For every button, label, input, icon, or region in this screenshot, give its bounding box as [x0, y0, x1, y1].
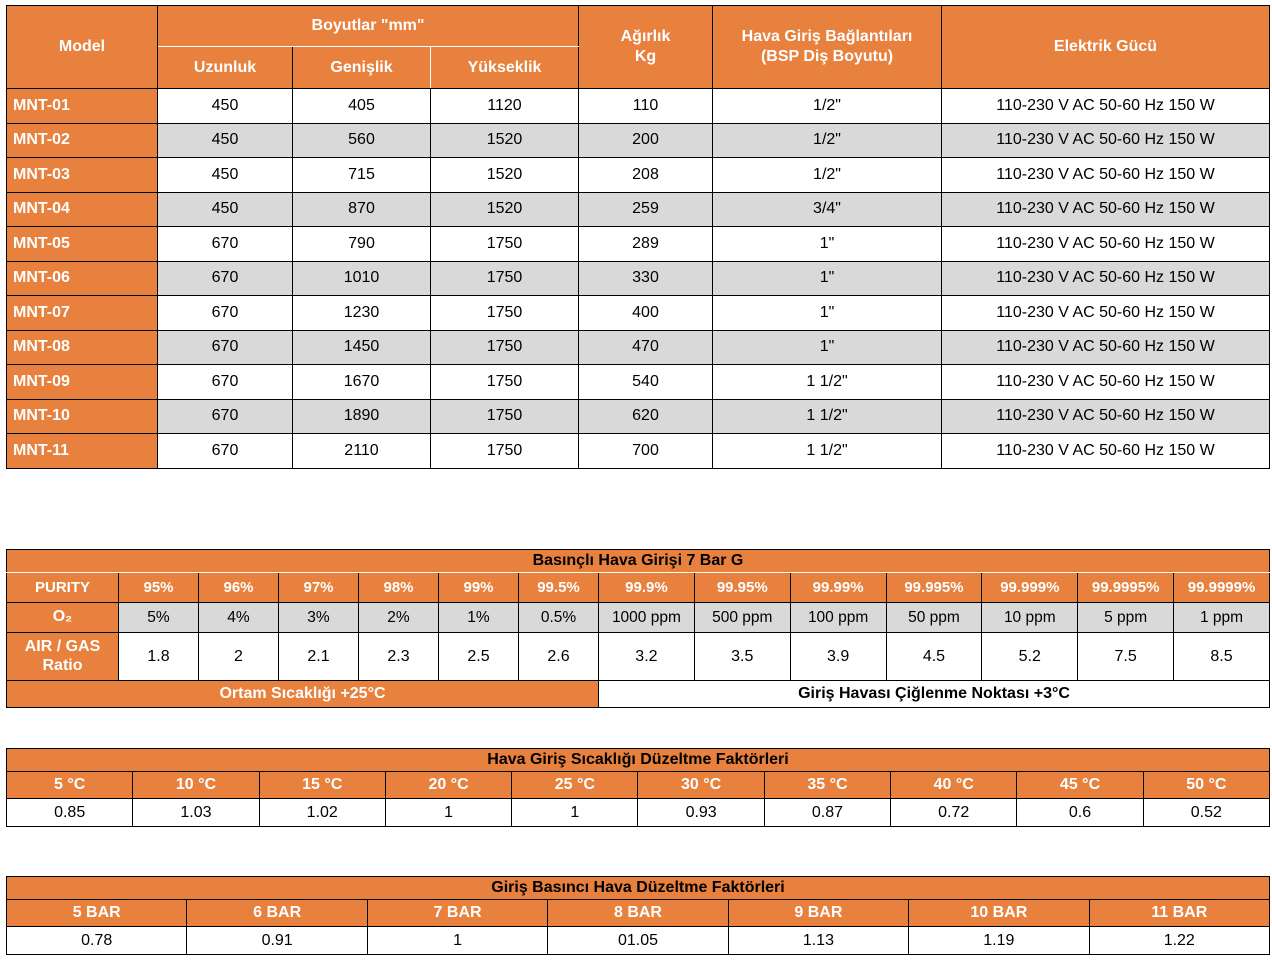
spec-cell-model: MNT-03	[7, 158, 158, 193]
ratio-value-cell: 2.3	[359, 633, 439, 681]
temperature-header-cell: 50 °C	[1143, 772, 1269, 799]
spec-cell-length: 670	[158, 227, 293, 262]
o2-value-cell: 100 ppm	[790, 603, 886, 633]
spec-row	[7, 192, 1270, 227]
spec-cell-length: 670	[158, 399, 293, 434]
spec-cell-length: 450	[158, 158, 293, 193]
spec-cell-weight: 259	[579, 192, 713, 227]
temperature-factor-cell: 0.87	[764, 799, 890, 827]
ratio-value-cell: 2	[199, 633, 279, 681]
spec-cell-width: 1670	[293, 365, 431, 400]
ratio-value-cell: 2.6	[519, 633, 599, 681]
temperature-factor-cell: 1	[385, 799, 511, 827]
pressure-values-row	[7, 927, 1270, 955]
spec-cell-bsp: 1/2"	[713, 158, 942, 193]
temperature-header-cell: 40 °C	[891, 772, 1017, 799]
purity-value-cell: 99.99%	[790, 573, 886, 603]
spec-cell-model: MNT-01	[7, 89, 158, 124]
o2-value-cell: 5 ppm	[1078, 603, 1174, 633]
temperature-correction-table	[6, 748, 1270, 827]
ratio-value-cell: 3.9	[790, 633, 886, 681]
pressure-header-cell: 10 BAR	[909, 900, 1089, 927]
spec-cell-bsp: 1"	[713, 227, 942, 262]
pressure-header-cell: 5 BAR	[7, 900, 187, 927]
spec-cell-weight: 200	[579, 123, 713, 158]
spec-cell-length: 450	[158, 123, 293, 158]
purity-value-cell: 99%	[439, 573, 519, 603]
ratio-value-cell: 8.5	[1174, 633, 1270, 681]
spec-header-weight: Ağırlık Kg	[579, 6, 713, 89]
air-gas-ratio-row	[7, 633, 1270, 681]
temperature-header-cell: 20 °C	[385, 772, 511, 799]
purity-value-cell: 99.9%	[599, 573, 695, 603]
spec-header-dimensions-group: Boyutlar "mm"	[158, 6, 579, 47]
spec-cell-width: 2110	[293, 434, 431, 469]
o2-value-cell: 5%	[119, 603, 199, 633]
spec-header-power: Elektrik Gücü	[942, 6, 1270, 89]
spec-cell-width: 870	[293, 192, 431, 227]
spec-cell-width: 560	[293, 123, 431, 158]
spec-cell-bsp: 1"	[713, 330, 942, 365]
spec-row	[7, 158, 1270, 193]
spec-cell-length: 450	[158, 89, 293, 124]
dew-point-note: Giriş Havası Çiğlenme Noktası +3°C	[599, 681, 1270, 708]
spec-cell-model: MNT-08	[7, 330, 158, 365]
spec-cell-power: 110-230 V AC 50-60 Hz 150 W	[942, 296, 1270, 331]
spec-table-body	[7, 89, 1270, 469]
ratio-value-cell: 4.5	[886, 633, 982, 681]
temperature-factor-cell: 0.6	[1017, 799, 1143, 827]
temperature-header-cell: 25 °C	[512, 772, 638, 799]
spec-cell-model: MNT-11	[7, 434, 158, 469]
spec-cell-weight: 110	[579, 89, 713, 124]
spec-header-model: Model	[7, 6, 158, 89]
spec-row	[7, 89, 1270, 124]
ratio-row-label: AIR / GAS Ratio	[7, 633, 119, 681]
temperature-factor-cell: 1.02	[259, 799, 385, 827]
spec-cell-model: MNT-09	[7, 365, 158, 400]
spec-row	[7, 227, 1270, 262]
spec-cell-width: 790	[293, 227, 431, 262]
spec-row	[7, 330, 1270, 365]
purity-value-cell: 99.9999%	[1174, 573, 1270, 603]
spec-cell-height: 1120	[431, 89, 579, 124]
spec-cell-model: MNT-10	[7, 399, 158, 434]
temperature-values-row	[7, 799, 1270, 827]
o2-value-cell: 500 ppm	[694, 603, 790, 633]
model-spec-table	[6, 5, 1270, 469]
purity-table	[6, 549, 1270, 708]
temperature-header-cell: 30 °C	[638, 772, 764, 799]
spec-cell-length: 670	[158, 365, 293, 400]
spec-cell-weight: 470	[579, 330, 713, 365]
spec-cell-width: 1010	[293, 261, 431, 296]
spec-cell-weight: 620	[579, 399, 713, 434]
purity-value-cell: 99.5%	[519, 573, 599, 603]
spec-cell-power: 110-230 V AC 50-60 Hz 150 W	[942, 158, 1270, 193]
pressure-header-row	[7, 900, 1270, 927]
ratio-value-cell: 3.5	[694, 633, 790, 681]
spec-cell-bsp: 1/2"	[713, 89, 942, 124]
temperature-factor-cell: 0.93	[638, 799, 764, 827]
purity-table-title: Basınçlı Hava Girişi 7 Bar G	[7, 550, 1270, 573]
spec-cell-height: 1520	[431, 158, 579, 193]
spec-cell-height: 1750	[431, 399, 579, 434]
spec-row	[7, 261, 1270, 296]
o2-value-cell: 0.5%	[519, 603, 599, 633]
purity-value-cell: 99.95%	[694, 573, 790, 603]
pressure-factor-cell: 1.22	[1089, 927, 1269, 955]
spec-cell-power: 110-230 V AC 50-60 Hz 150 W	[942, 192, 1270, 227]
spec-cell-weight: 540	[579, 365, 713, 400]
spec-cell-model: MNT-07	[7, 296, 158, 331]
spec-cell-power: 110-230 V AC 50-60 Hz 150 W	[942, 123, 1270, 158]
spec-cell-height: 1750	[431, 296, 579, 331]
purity-footer-row	[7, 681, 1270, 708]
spec-cell-bsp: 1"	[713, 261, 942, 296]
purity-value-cell: 99.995%	[886, 573, 982, 603]
purity-header-row	[7, 573, 1270, 603]
spec-header-height: Yükseklik	[431, 47, 579, 89]
spec-cell-model: MNT-04	[7, 192, 158, 227]
pressure-header-cell: 11 BAR	[1089, 900, 1269, 927]
pressure-correction-title: Giriş Basıncı Hava Düzeltme Faktörleri	[7, 877, 1270, 900]
spec-table-header	[7, 6, 1270, 89]
spec-cell-height: 1750	[431, 261, 579, 296]
spec-cell-bsp: 1 1/2"	[713, 399, 942, 434]
spec-cell-weight: 700	[579, 434, 713, 469]
spec-cell-model: MNT-02	[7, 123, 158, 158]
pressure-factor-cell: 0.91	[187, 927, 367, 955]
purity-value-cell: 99.9995%	[1078, 573, 1174, 603]
ratio-value-cell: 1.8	[119, 633, 199, 681]
spec-cell-power: 110-230 V AC 50-60 Hz 150 W	[942, 399, 1270, 434]
temperature-factor-cell: 0.52	[1143, 799, 1269, 827]
spec-header-width: Genişlik	[293, 47, 431, 89]
temperature-header-cell: 5 °C	[7, 772, 133, 799]
o2-row-label: O₂	[7, 603, 119, 633]
spec-cell-width: 405	[293, 89, 431, 124]
o2-value-cell: 4%	[199, 603, 279, 633]
spec-cell-length: 670	[158, 296, 293, 331]
o2-value-cell: 1000 ppm	[599, 603, 695, 633]
spec-row	[7, 434, 1270, 469]
temperature-header-row	[7, 772, 1270, 799]
spec-cell-bsp: 3/4"	[713, 192, 942, 227]
spec-cell-height: 1750	[431, 365, 579, 400]
spec-cell-width: 715	[293, 158, 431, 193]
purity-value-cell: 98%	[359, 573, 439, 603]
temperature-factor-cell: 1	[512, 799, 638, 827]
spec-cell-bsp: 1 1/2"	[713, 434, 942, 469]
pressure-factor-cell: 01.05	[548, 927, 728, 955]
spec-cell-length: 670	[158, 434, 293, 469]
temperature-header-cell: 10 °C	[133, 772, 259, 799]
spec-row	[7, 399, 1270, 434]
spec-cell-height: 1750	[431, 434, 579, 469]
spec-cell-bsp: 1 1/2"	[713, 365, 942, 400]
spec-cell-width: 1230	[293, 296, 431, 331]
ratio-value-cell: 5.2	[982, 633, 1078, 681]
spec-cell-height: 1750	[431, 227, 579, 262]
o2-value-cell: 50 ppm	[886, 603, 982, 633]
spec-row	[7, 365, 1270, 400]
o2-value-cell: 2%	[359, 603, 439, 633]
temperature-factor-cell: 1.03	[133, 799, 259, 827]
spec-cell-weight: 208	[579, 158, 713, 193]
pressure-correction-table	[6, 876, 1270, 955]
spec-cell-height: 1520	[431, 192, 579, 227]
spec-cell-width: 1450	[293, 330, 431, 365]
pressure-factor-cell: 1.19	[909, 927, 1089, 955]
purity-value-cell: 97%	[279, 573, 359, 603]
spec-cell-weight: 289	[579, 227, 713, 262]
o2-row	[7, 603, 1270, 633]
pressure-header-cell: 9 BAR	[728, 900, 908, 927]
spec-cell-bsp: 1/2"	[713, 123, 942, 158]
purity-row-label: PURITY	[7, 573, 119, 603]
pressure-factor-cell: 1	[367, 927, 547, 955]
temperature-header-cell: 15 °C	[259, 772, 385, 799]
pressure-header-cell: 7 BAR	[367, 900, 547, 927]
spec-cell-power: 110-230 V AC 50-60 Hz 150 W	[942, 365, 1270, 400]
spec-cell-width: 1890	[293, 399, 431, 434]
spec-cell-power: 110-230 V AC 50-60 Hz 150 W	[942, 261, 1270, 296]
spec-cell-power: 110-230 V AC 50-60 Hz 150 W	[942, 434, 1270, 469]
spec-cell-model: MNT-06	[7, 261, 158, 296]
pressure-header-cell: 6 BAR	[187, 900, 367, 927]
pressure-factor-cell: 1.13	[728, 927, 908, 955]
spec-cell-power: 110-230 V AC 50-60 Hz 150 W	[942, 89, 1270, 124]
spec-cell-length: 670	[158, 261, 293, 296]
temperature-factor-cell: 0.72	[891, 799, 1017, 827]
purity-value-cell: 96%	[199, 573, 279, 603]
o2-value-cell: 10 ppm	[982, 603, 1078, 633]
spec-row	[7, 296, 1270, 331]
temperature-factor-cell: 0.85	[7, 799, 133, 827]
temperature-correction-title: Hava Giriş Sıcaklığı Düzeltme Faktörleri	[7, 749, 1270, 772]
spec-header-length: Uzunluk	[158, 47, 293, 89]
temperature-header-cell: 45 °C	[1017, 772, 1143, 799]
spec-cell-length: 670	[158, 330, 293, 365]
temperature-header-cell: 35 °C	[764, 772, 890, 799]
spec-cell-power: 110-230 V AC 50-60 Hz 150 W	[942, 227, 1270, 262]
ratio-value-cell: 2.1	[279, 633, 359, 681]
spec-header-air-inlet: Hava Giriş Bağlantıları (BSP Diş Boyutu)	[713, 6, 942, 89]
spec-cell-height: 1520	[431, 123, 579, 158]
spec-cell-bsp: 1"	[713, 296, 942, 331]
o2-value-cell: 1 ppm	[1174, 603, 1270, 633]
spec-cell-length: 450	[158, 192, 293, 227]
purity-value-cell: 95%	[119, 573, 199, 603]
spec-cell-power: 110-230 V AC 50-60 Hz 150 W	[942, 330, 1270, 365]
spec-cell-model: MNT-05	[7, 227, 158, 262]
ratio-value-cell: 2.5	[439, 633, 519, 681]
pressure-factor-cell: 0.78	[7, 927, 187, 955]
purity-value-cell: 99.999%	[982, 573, 1078, 603]
ratio-value-cell: 7.5	[1078, 633, 1174, 681]
pressure-header-cell: 8 BAR	[548, 900, 728, 927]
ambient-temperature-note: Ortam Sıcaklığı +25°C	[7, 681, 599, 708]
spec-row	[7, 123, 1270, 158]
spec-cell-height: 1750	[431, 330, 579, 365]
ratio-value-cell: 3.2	[599, 633, 695, 681]
o2-value-cell: 3%	[279, 603, 359, 633]
o2-value-cell: 1%	[439, 603, 519, 633]
spec-cell-weight: 400	[579, 296, 713, 331]
spec-cell-weight: 330	[579, 261, 713, 296]
